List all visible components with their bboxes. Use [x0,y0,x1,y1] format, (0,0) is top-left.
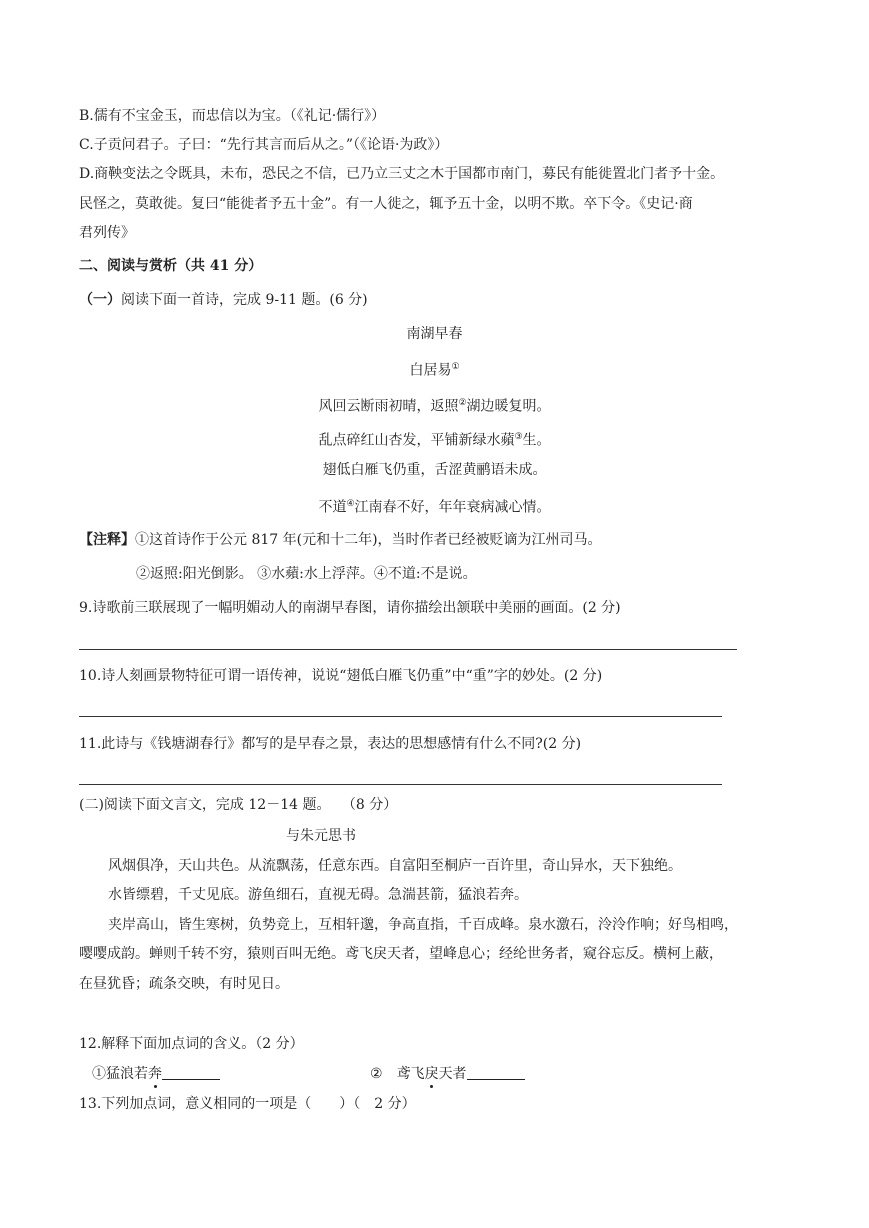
prose-paragraph-3-line-3: 在昼犹昏；疏条交映，有时见日。 [79,976,289,992]
question-13-points: ）（ 2 分） [339,1096,416,1112]
prose-paragraph-2: 水皆缥碧，千丈见底。游鱼细石，直视无碍。急湍甚箭，猛浪若奔。 [108,887,528,903]
part2-intro: (二)阅读下面文言文，完成 12－14 题。 （8 分） [79,797,398,813]
question-9: 9.诗歌前三联展现了一幅明媚动人的南湖早春图，请你描绘出颔联中美丽的画面。(2 分) [79,600,621,616]
note-marker-2: ② [458,398,467,408]
answer-line-10[interactable] [79,716,722,717]
note-marker-3: ③ [514,432,523,442]
poem-line-2-a: 乱点碎红山杏发，平铺新绿水蘋 [318,432,515,449]
poem-line-4-b: 江南春不好，年年衰病减心情。 [354,499,551,516]
poem-line-3: 翅低白雁飞仍重，舌涩黄鹂语未成。 [322,462,547,478]
answer-blank-2[interactable] [467,1065,525,1080]
prose-paragraph-3-line-1: 夹岸高山，皆生寒树，负势竞上，互相轩邈，争高直指，千百成峰。泉水激石，泠泠作响；好鸟相鸣， [108,917,738,933]
notes-line-2: ②返照:阳光倒影。 ③水蘋:水上浮萍。④不道:不是说。 [136,566,477,582]
item-2-text-b: 天者 [438,1066,467,1082]
option-d-line-2: 民怪之，莫敢徙。复曰“能徙者予五十金”。有一人徙之，辄予五十金，以明不欺。卒下令。《史记·商 [79,196,693,212]
poem-line-4-a: 不道 [318,499,347,516]
option-b: B.儒有不宝金玉，而忠信以为宝。（《礼记·儒行》） [79,108,386,124]
part1-intro [79,290,368,310]
option-d-line-3: 君列传》 [79,225,135,241]
answer-line-9[interactable] [79,649,737,650]
prose-paragraph-1: 风烟俱净，天山共色。从流飘荡，任意东西。自富阳至桐庐一百许里，奇山异水，天下独绝。 [108,858,682,874]
question-11: 11.此诗与《钱塘湖春行》都写的是早春之景，表达的思想感情有什么不同?(2 分) [79,736,582,752]
poem-line-1-a: 风回云断雨初晴，返照 [318,398,459,415]
question-13 [79,1094,416,1114]
poem-author-name: 白居易 [409,362,452,379]
question-12-item-1 [92,1064,220,1084]
item-1-text: ①猛浪若 [92,1066,148,1082]
section-heading: 二、阅读与赏析（共 41 分） [79,258,263,274]
answer-line-11[interactable] [79,784,722,785]
author-note-marker: ① [451,362,460,372]
poem-line-1 [0,393,869,417]
question-13-text: 13.下列加点词，意义相同的一项是（ [79,1096,312,1112]
item-2-text-a: 鸢飞 [396,1066,425,1082]
poem-author [0,357,869,381]
poem-line-2 [0,427,869,451]
poem-line-1-b: 湖边暖复明。 [466,398,551,415]
part1-intro-text: 阅读下面一首诗，完成 9-11 题。(6 分) [121,292,368,308]
option-d-line-1: D.商鞅变法之令既具，未布，恐民之不信，已乃立三丈之木于国都市南门，募民有能徙置北门者予十金。 [79,166,725,182]
prose-title: 与朱元思书 [286,828,356,844]
note-marker-4: ④ [346,499,355,509]
poem-line-2-b: 生。 [522,432,551,449]
notes-text-1: ①这首诗作于公元 817 年(元和十二年)，当时作者已经被贬谪为江州司马。 [135,532,602,548]
dotted-word-2: 戾 [424,1066,439,1082]
question-12: 12.解释下面加点词的含义。（2 分） [79,1036,304,1052]
item-2-number: ② [370,1066,383,1082]
notes-label: 【注释】 [79,532,135,548]
poem-line-4 [0,494,869,518]
prose-paragraph-3-line-2: 嘤嘤成韵。蝉则千转不穷，猿则百叫无绝。鸢飞戾天者，望峰息心；经纶世务者，窥谷忘反。横柯上蔽， [79,946,723,962]
part1-intro-label: （一） [79,292,121,308]
poem-title: 南湖早春 [406,326,463,342]
notes-line-1 [79,530,602,550]
question-12-item-2 [370,1064,525,1084]
question-10: 10.诗人刻画景物特征可谓一语传神，说说“翅低白雁飞仍重”中“重”字的妙处。(2 分) [79,668,603,684]
dotted-word-1: 奔 [148,1066,162,1082]
answer-blank-1[interactable] [162,1065,220,1080]
option-c: C.子贡问君子。子曰：“先行其言而后从之。”（《论语·为政》） [79,137,449,153]
